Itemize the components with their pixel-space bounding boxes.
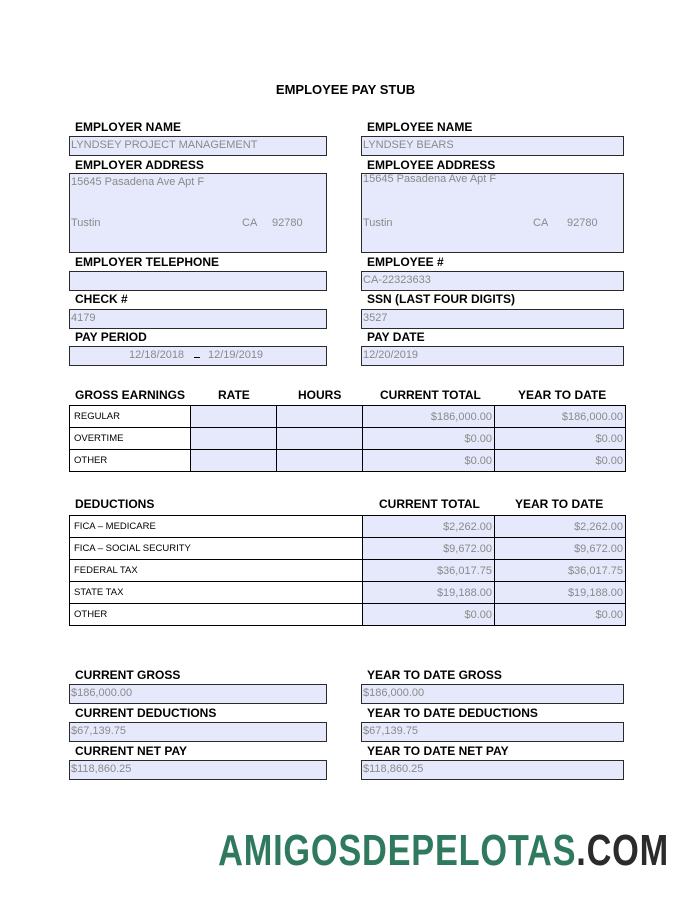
deduction-ytd-field[interactable]: $0.00 bbox=[495, 604, 626, 626]
deduction-row-label: STATE TAX bbox=[70, 582, 363, 604]
employer-state-field[interactable]: CA bbox=[242, 217, 258, 229]
deduction-current-field[interactable]: $0.00 bbox=[363, 604, 495, 626]
pay-period-start-field[interactable]: 12/18/2018 bbox=[129, 349, 185, 361]
table-row bbox=[70, 428, 626, 450]
deduction-ytd-field[interactable]: $2,262.00 bbox=[495, 516, 626, 538]
deduction-ytd-field[interactable]: $36,017.75 bbox=[495, 560, 626, 582]
pay-date-label: PAY DATE bbox=[367, 330, 425, 344]
employee-zip-field[interactable]: 92780 bbox=[567, 217, 598, 229]
deduction-row-label: FEDERAL TAX bbox=[70, 560, 363, 582]
deductions-table bbox=[69, 515, 626, 626]
current-deductions-field[interactable]: $67,139.75 bbox=[69, 722, 327, 742]
ytd-gross-field[interactable]: $186,000.00 bbox=[361, 684, 624, 704]
earnings-rate-field[interactable] bbox=[191, 406, 277, 428]
employee-number-label: EMPLOYEE # bbox=[367, 255, 444, 269]
ytd-gross-label: YEAR TO DATE GROSS bbox=[367, 668, 502, 682]
deductions-current-total-header: CURRENT TOTAL bbox=[379, 497, 480, 511]
ssn-field[interactable]: 3527 bbox=[361, 309, 624, 329]
employee-name-label: EMPLOYEE NAME bbox=[367, 120, 473, 134]
gross-earnings-header: GROSS EARNINGS bbox=[75, 388, 186, 402]
employee-address-box bbox=[361, 173, 624, 253]
employer-telephone-field[interactable] bbox=[69, 271, 327, 291]
current-gross-field[interactable]: $186,000.00 bbox=[69, 684, 327, 704]
employee-address-label: EMPLOYEE ADDRESS bbox=[367, 158, 496, 172]
ytd-deductions-field[interactable]: $67,139.75 bbox=[361, 722, 624, 742]
current-net-pay-label: CURRENT NET PAY bbox=[75, 744, 188, 758]
earnings-hours-field[interactable] bbox=[277, 428, 363, 450]
employer-street-field[interactable]: 15645 Pasadena Ave Apt F bbox=[71, 176, 205, 188]
ytd-net-pay-label: YEAR TO DATE NET PAY bbox=[367, 744, 509, 758]
employer-name-field[interactable]: LYNDSEY PROJECT MANAGEMENT bbox=[69, 136, 327, 156]
employee-state-field[interactable]: CA bbox=[533, 217, 549, 229]
rate-header: RATE bbox=[218, 388, 250, 402]
pay-date-field[interactable]: 12/20/2019 bbox=[361, 346, 624, 366]
pay-period-end-field[interactable]: 12/19/2019 bbox=[208, 349, 264, 361]
pay-period-box bbox=[69, 346, 327, 366]
employee-number-field[interactable]: CA-22323633 bbox=[361, 271, 624, 291]
table-row bbox=[70, 604, 626, 626]
table-row bbox=[70, 450, 626, 472]
check-number-field[interactable]: 4179 bbox=[69, 309, 327, 329]
earnings-ytd-field[interactable]: $0.00 bbox=[495, 450, 626, 472]
earnings-current-total-header: CURRENT TOTAL bbox=[380, 388, 481, 402]
earnings-row-label: OTHER bbox=[70, 450, 191, 472]
current-deductions-label: CURRENT DEDUCTIONS bbox=[75, 706, 217, 720]
ssn-label: SSN (LAST FOUR DIGITS) bbox=[367, 292, 515, 306]
earnings-row-label: OVERTIME bbox=[70, 428, 191, 450]
employee-street-field[interactable]: 15645 Pasadena Ave Apt F bbox=[363, 173, 497, 185]
deduction-row-label: FICA – MEDICARE bbox=[70, 516, 363, 538]
watermark-suffix: .COM bbox=[576, 826, 669, 875]
deduction-row-label: FICA – SOCIAL SECURITY bbox=[70, 538, 363, 560]
employer-city-field[interactable]: Tustin bbox=[71, 217, 101, 229]
page-title: EMPLOYEE PAY STUB bbox=[275, 82, 416, 97]
pay-period-label: PAY PERIOD bbox=[75, 330, 147, 344]
deductions-header: DEDUCTIONS bbox=[75, 497, 155, 511]
hours-header: HOURS bbox=[298, 388, 342, 402]
earnings-ytd-header: YEAR TO DATE bbox=[518, 388, 607, 402]
ytd-net-pay-field[interactable]: $118,860.25 bbox=[361, 760, 624, 780]
table-row bbox=[70, 560, 626, 582]
watermark-logo bbox=[218, 826, 669, 876]
current-net-pay-field[interactable]: $118,860.25 bbox=[69, 760, 327, 780]
earnings-hours-field[interactable] bbox=[277, 450, 363, 472]
deduction-row-label: OTHER bbox=[70, 604, 363, 626]
current-gross-label: CURRENT GROSS bbox=[75, 668, 181, 682]
table-row bbox=[70, 516, 626, 538]
earnings-ytd-field[interactable]: $186,000.00 bbox=[495, 406, 626, 428]
earnings-table bbox=[69, 405, 626, 472]
earnings-current-field[interactable]: $0.00 bbox=[363, 450, 495, 472]
check-number-label: CHECK # bbox=[75, 292, 128, 306]
deduction-current-field[interactable]: $2,262.00 bbox=[363, 516, 495, 538]
employer-address-label: EMPLOYER ADDRESS bbox=[75, 158, 204, 172]
watermark-main: AMIGOSDEPELOTAS bbox=[218, 826, 577, 875]
deduction-current-field[interactable]: $19,188.00 bbox=[363, 582, 495, 604]
earnings-row-label: REGULAR bbox=[70, 406, 191, 428]
employer-name-label: EMPLOYER NAME bbox=[75, 120, 182, 134]
employee-name-field[interactable]: LYNDSEY BEARS bbox=[361, 136, 624, 156]
employee-city-field[interactable]: Tustin bbox=[363, 217, 393, 229]
ytd-deductions-label: YEAR TO DATE DEDUCTIONS bbox=[367, 706, 538, 720]
employer-zip-field[interactable]: 92780 bbox=[272, 217, 303, 229]
deduction-ytd-field[interactable]: $19,188.00 bbox=[495, 582, 626, 604]
table-row bbox=[70, 538, 626, 560]
earnings-current-field[interactable]: $0.00 bbox=[363, 428, 495, 450]
deduction-current-field[interactable]: $36,017.75 bbox=[363, 560, 495, 582]
table-row bbox=[70, 406, 626, 428]
earnings-hours-field[interactable] bbox=[277, 406, 363, 428]
earnings-current-field[interactable]: $186,000.00 bbox=[363, 406, 495, 428]
deductions-ytd-header: YEAR TO DATE bbox=[515, 497, 604, 511]
earnings-rate-field[interactable] bbox=[191, 428, 277, 450]
deduction-current-field[interactable]: $9,672.00 bbox=[363, 538, 495, 560]
earnings-ytd-field[interactable]: $0.00 bbox=[495, 428, 626, 450]
earnings-rate-field[interactable] bbox=[191, 450, 277, 472]
pay-period-dash bbox=[194, 357, 200, 358]
deduction-ytd-field[interactable]: $9,672.00 bbox=[495, 538, 626, 560]
employer-telephone-label: EMPLOYER TELEPHONE bbox=[75, 255, 220, 269]
table-row bbox=[70, 582, 626, 604]
